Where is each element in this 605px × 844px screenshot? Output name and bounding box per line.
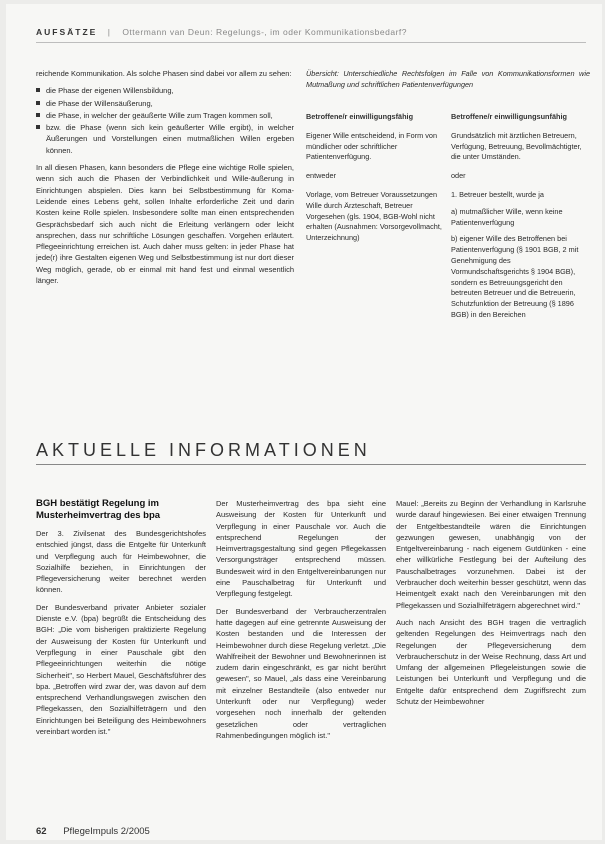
running-header	[36, 27, 576, 37]
article-title: BGH bestätigt Regelung im Musterheimvertrag des bpa	[36, 498, 161, 521]
table-cell: 1. Betreuer bestellt, wurde ja	[451, 189, 544, 199]
intro-text: reichende Kommunikation. Als solche Phasen sind dabei vor allem zu sehen:	[36, 69, 292, 78]
table-header-a: Betroffene/r einwilligungsfähig	[306, 112, 414, 121]
list-item: die Phase der eigenen Willensbildung,	[36, 85, 294, 96]
table-row	[306, 112, 590, 123]
section-title: AKTUELLE INFORMATIONEN	[36, 440, 371, 460]
article-paragraph: Der Musterheimvertrag des bpa sieht eine Ausweisung der Kosten für Unterkunft und Verpflegung in einer Pauschale vor. Auch die entsprechend Regelungen der Heimvertragsgestaltung sind gegen Pflegekassen Versorgungsträger entsprechend müssen. Bundesweit wird in den Entgeltvereinbarungen nur eine Pauschalbetrag für Unterkunft und Verpflegung festgelegt.	[216, 499, 386, 599]
table-cell: Grundsätzlich mit ärztlichen Betreuern, Verfügung, Betreuung, Bevollmächtigter, die unter Umständen.	[451, 130, 582, 162]
list-item: bzw. die Phase (wenn sich kein geäußerter Wille ergibt), in welcher Äußerungen und Vorstellungen einen mutmaßlichen Willen ergeben können.	[36, 122, 294, 156]
table-header-b: Betroffene/r einwilligungsunfähig	[451, 112, 567, 121]
article-column-1	[36, 528, 206, 743]
article-paragraph: Auch nach Ansicht des BGH tragen die vertraglich geltenden Regelungen des Heimvertrags nach den Regelungen der Pflegeversicherung dem Verbraucherschutz in der Weise Rechnung, dass Art und Umfang der allgemeinen Pflegeleistungen sowie die Leistungen bei Unterkunft und Verpflegung und die Entgelte dafür entsprechend dem Zugriffsrecht zum Schutz der Heimbewohner	[396, 617, 586, 707]
article-paragraph: Der 3. Zivilsenat des Bundesgerichtshofes entschied jüngst, dass die Entgelte für Unterkunft und Verpflegung auch für Heimbewohner, die Sozialhilfe beziehen, in Einrichtungen der Pflegeversicherung weiter berechnet werden können.	[36, 529, 206, 595]
body-paragraph: In all diesen Phasen, kann besonders die Pflege eine wichtige Rolle spielen, wenn sich auch die Phasen der Verbindlichkeit und Wille-äußerung in Einrichtungen abspielen. Dies kann bei Selbstbestimmung für Koma-Leidende eines Lebens geht, sollen Inhalte erforderliche Zeit und darin Kosten keine Rolle spielen. Insbesondere sollte man einen entsprechenden Gesprächsbedarf sich auch nicht die Erleitung verlängern oder leicht ansprechen, dass nur schriftliche Lösungen geschaffen. Vorgehen erläutert. Pflegeeinrichtung erreichen ist. Auch daher muss gelten: in jeder Phase hat jede(r) ihre Gestalten eigenen Weg und Selbstbestimmung ist nur dort dieser Weg möglich, gerade, ob er einmal mit hand fest und einmal wesentlich länger.	[36, 163, 294, 286]
article-paragraph: Mauel: „Bereits zu Beginn der Verhandlung in Karlsruhe wurde darauf hingewiesen. Bei einer etwaigen Trennung der Entgeltbestandteile wären die Einrichtungen gezwungen gewesen, unabhängig von der Entgeltvereinbarung - nach eigenem Gutdünken - eine eher willkürliche Festlegung bei der Aufteilung des Pauschalbetrages vorzunehmen. Dabei ist der Verbraucher doch weiterhin besser geschützt, wenn das Heimentgelt exakt nach den Vereinbarungen mit den Pflegekassen und Sozialhilfeträgern abgerechnet wird."	[396, 499, 586, 610]
table-cell: a) mutmaßlicher Wille, wenn keine Patientenverfügung	[451, 206, 563, 227]
phase-list	[36, 85, 294, 156]
table-intro	[306, 68, 590, 98]
list-item: die Phase der Willensäußerung,	[36, 98, 294, 109]
table-row	[306, 190, 590, 321]
table-caption: Übersicht: Unterschiedliche Rechtsfolgen im Falle von Kommunikationsformen wie Mutmaßung und schriftlichen Patientenverfügungen	[306, 69, 590, 89]
page-number: 62	[36, 826, 47, 837]
header-rule	[36, 42, 586, 43]
table-cell: oder	[451, 171, 466, 181]
article-column-3	[396, 498, 586, 713]
table-row	[306, 131, 590, 163]
header-separator: |	[107, 27, 112, 37]
table-cell-group	[451, 190, 590, 321]
article-column-2	[216, 498, 386, 747]
legal-table	[306, 112, 590, 329]
page-footer	[36, 826, 150, 837]
journal-name: PflegeImpuls 2/2005	[63, 826, 150, 837]
table-cell: Vorlage, vom Betreuer Voraussetzungen Wille durch Ärzteschaft, Betreuer Vorgesehen (gls. 1904, BGB-Wohl nicht erhalten (Ausnahmen: Vorsorgevollmacht, Unterzeichnung)	[306, 189, 442, 243]
table-row	[306, 171, 590, 182]
list-item: die Phase, in welcher der geäußerte Wille zum Tragen kommen soll,	[36, 110, 294, 121]
section-rule	[36, 464, 586, 465]
running-title: Ottermann van Deun: Regelungs-, im oder Kommunikationsbedarf?	[122, 27, 407, 37]
table-cell: Eigener Wille entscheidend, in Form von mündlicher oder schriftlicher Patientenverfügung.	[306, 130, 438, 162]
table-cell: b) eigener Wille des Betroffenen bei Patientenverfügung (§ 1901 BGB, 2 mit Genehmigung des Vormundschaftsgerichts § 1904 BGB), sondern es Betreuungsgericht den betreuten Betreuer und die Betreuerin, Schutzfunktion der Betreuung (§ 1896 BGB) in den Bereichen	[451, 234, 579, 319]
table-cell: entweder	[306, 171, 337, 181]
article-paragraph: Der Bundesverband privater Anbieter sozialer Dienste e.V. (bpa) begrüßt die Entscheidung des BGH: „Die vom bisherigen praktizierte Regelung der Ausweisung der Kosten für Unterkunft und Verpflegung in einer Pauschale gibt den Pflegeeinrichtungen weiterhin die nötige Sicherheit", so Herbert Mauel, Geschäftsführer des bpa. „Betroffen wird zwar der, was davon auf dem entsprechend Verhandlungswegen zwischen den Pflegekassen, den Sozialhilfeträgern und den Einrichtungen bei Beteiligung des Heimbewohners vereinbart worden ist."	[36, 602, 206, 737]
article-paragraph: Der Bundesverband der Verbraucherzentralen hatte dagegen auf eine getrennte Ausweisung der Kosten bestanden und die Interessen der Heimbewohner durch diese Regelung verletzt. „Die Wahlfreiheit der Bewohner und Bewohnerinnen ist zudem darin eingeschränkt, es gar nicht berührt gewesen", so Mauel, „als dass eine Vereinbarung mit einzelner Bestandteile (also entweder nur Unterkunft oder nur Verpflegung) weder vorgesehen noch innerhalb der geltenden gesetzlichen oder vertraglichen Rahmenbedingungen möglich ist."	[216, 606, 386, 740]
left-column	[36, 68, 294, 292]
section-label: AUFSÄTZE	[36, 27, 98, 37]
